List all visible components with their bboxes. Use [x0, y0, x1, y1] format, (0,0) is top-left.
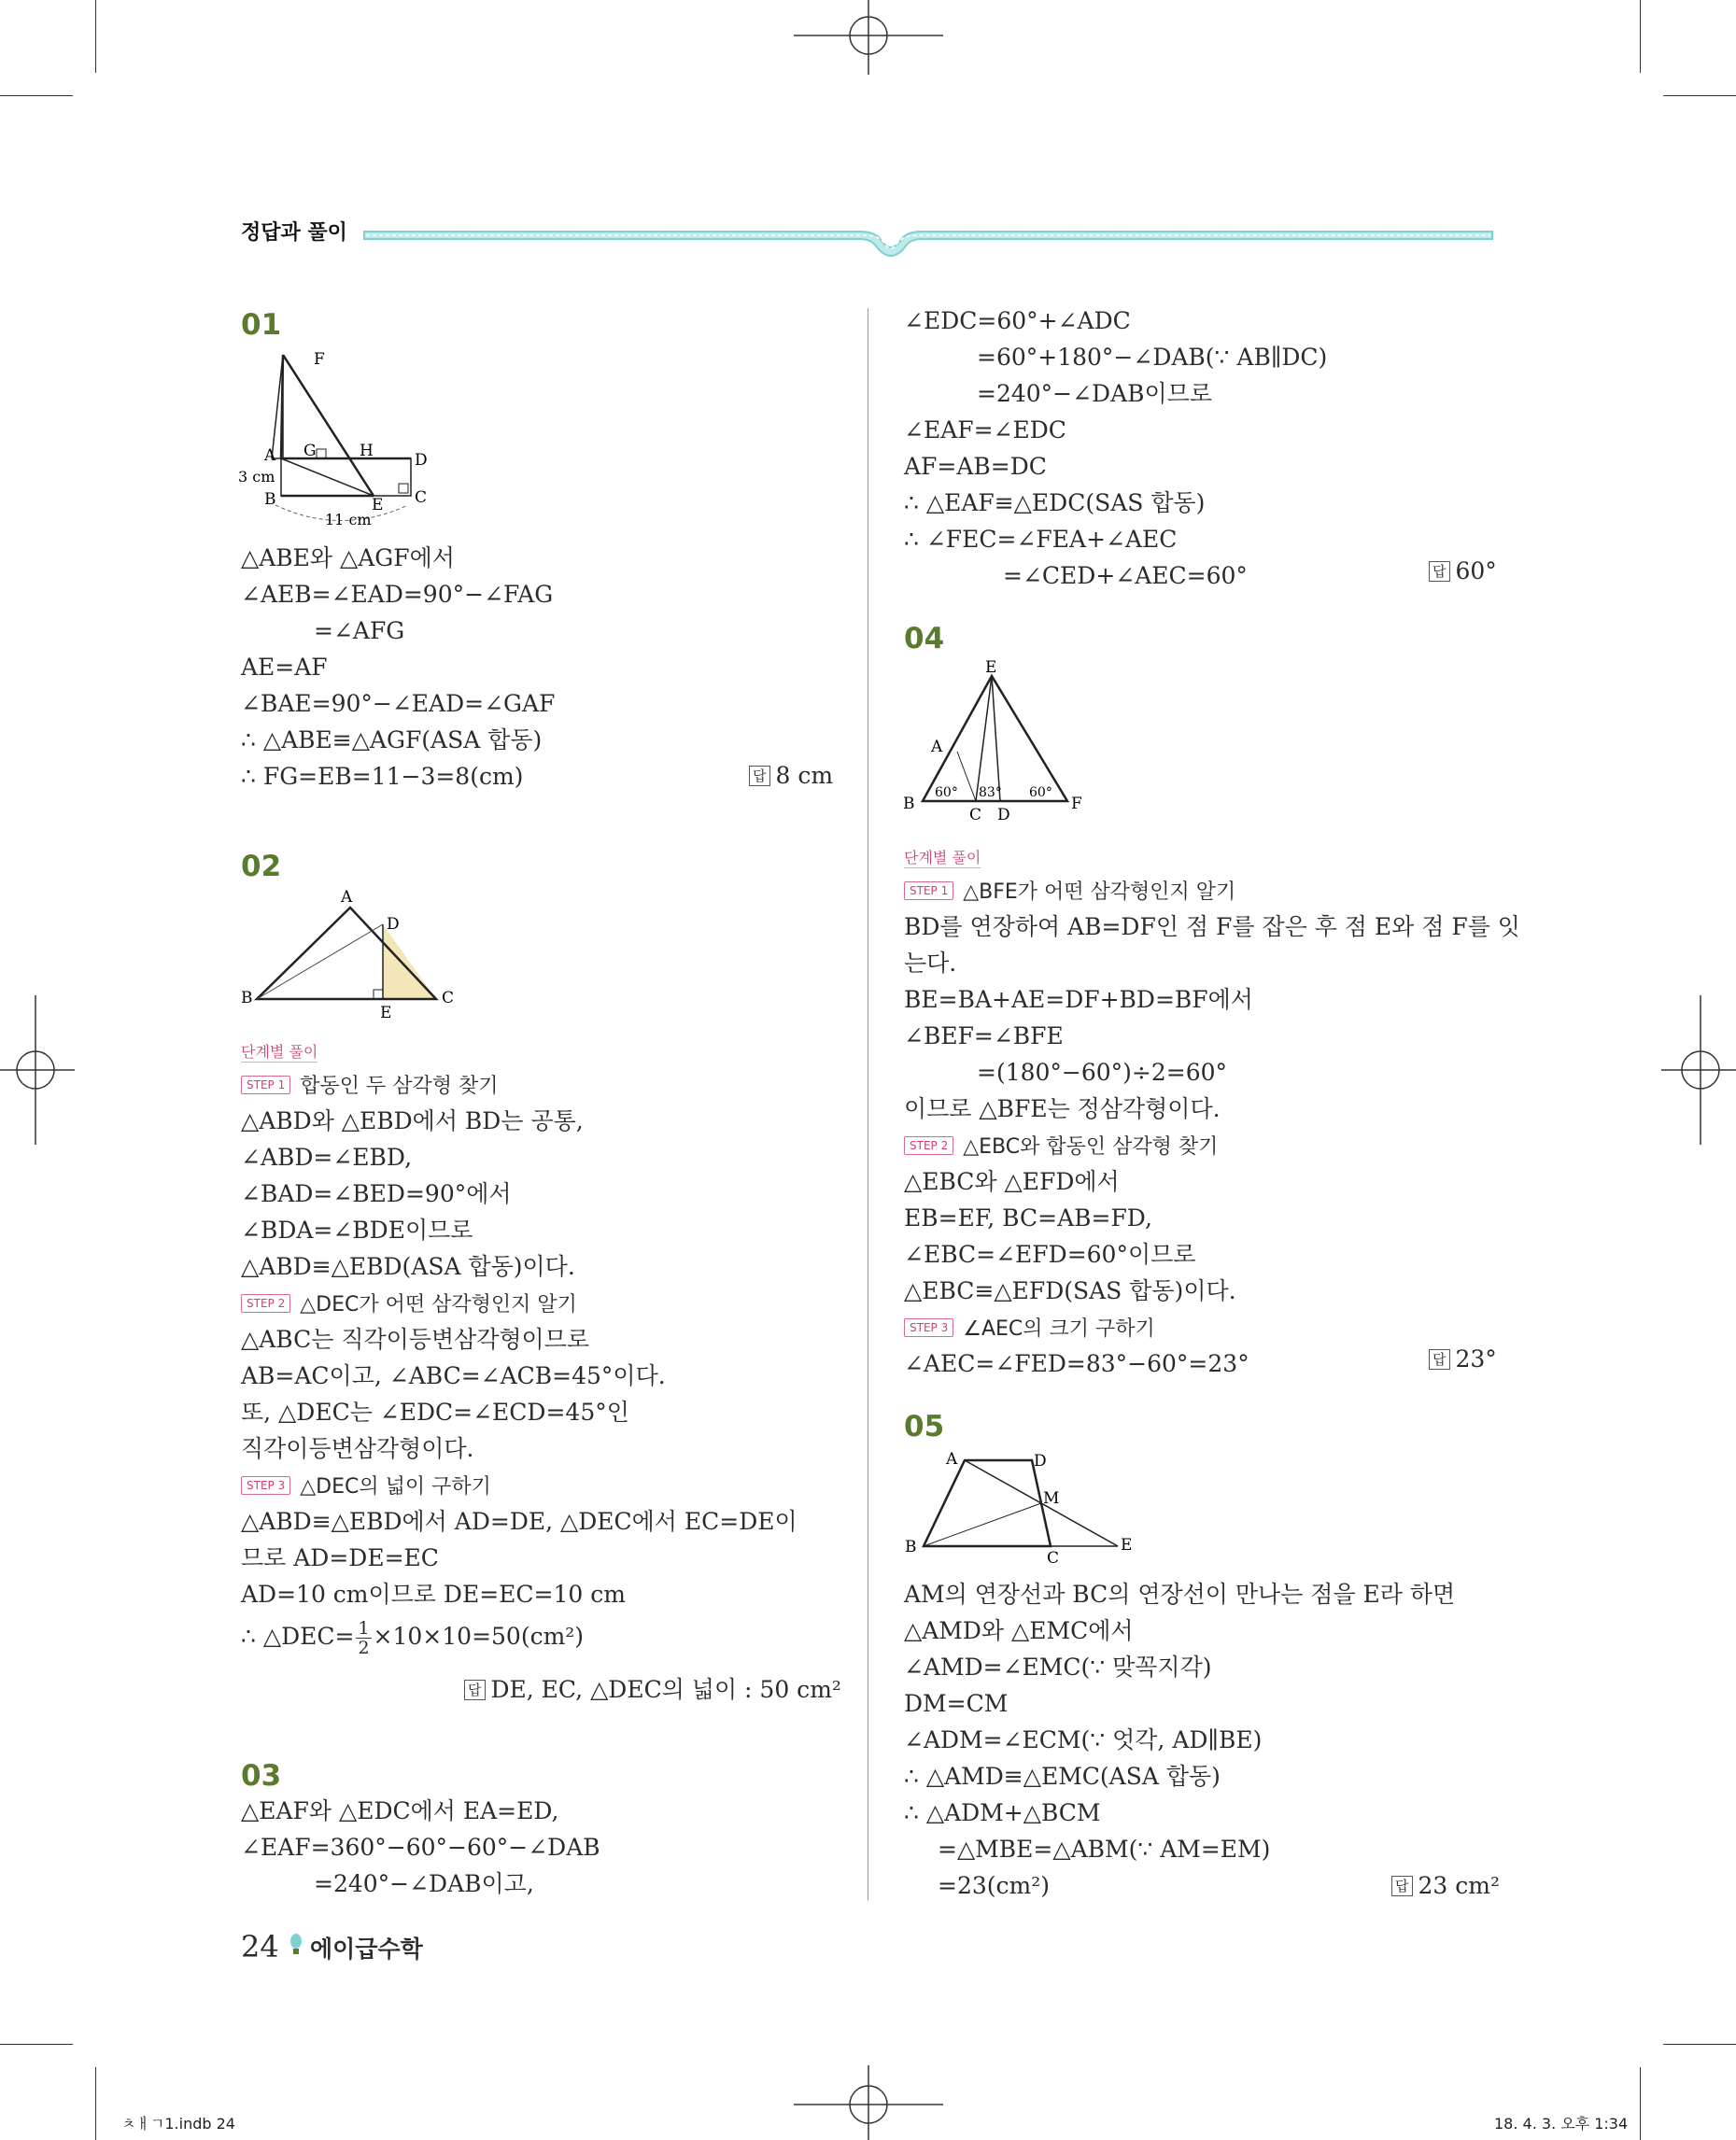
text-line: =60°+180°−∠DAB(∵ AB∥DC): [977, 344, 1328, 371]
answer-mark: 답: [1391, 1876, 1413, 1896]
text-line: =240°−∠DAB이고,: [314, 1870, 534, 1897]
figure-label: 3 cm: [238, 468, 275, 486]
figure-04: [901, 655, 1088, 824]
figure-label: B: [903, 795, 915, 813]
text-line: ∠BEF=∠BFE: [904, 1022, 1064, 1049]
text-line: AM의 연장선과 BC의 연장선이 만나는 점을 E라 하면: [904, 1581, 1456, 1608]
figure-label: E: [380, 1004, 392, 1022]
figure-label: D: [997, 806, 1010, 824]
text-line: =△MBE=△ABM(∵ AM=EM): [938, 1836, 1271, 1863]
text-line: =∠AFG: [314, 617, 405, 644]
answer-value: 23°: [1455, 1345, 1497, 1373]
answer-02: [464, 1671, 841, 1705]
registration-mark-top: [794, 0, 943, 75]
figure-label: D: [387, 915, 400, 934]
answer-01: [749, 762, 833, 789]
text-line: △ABD와 △EBD에서 BD는 공통,: [241, 1107, 584, 1134]
text-line: AD=10 cm이므로 DE=EC=10 cm: [241, 1581, 626, 1608]
figure-label: 60°: [935, 785, 958, 800]
text-line: ∴ △ADM+△BCM: [904, 1799, 1101, 1826]
answer-value: 8 cm: [775, 762, 834, 789]
problem-number: 03: [241, 1759, 282, 1793]
answer-05: [1391, 1872, 1500, 1899]
problem-number: 02: [241, 850, 282, 883]
text-line: ∠BDA=∠BDE이므로: [241, 1217, 473, 1244]
problem-number: 05: [904, 1410, 945, 1443]
file-info: ㅊㅐㄱ1.indb 24: [121, 2115, 235, 2133]
area-suffix: ×10×10=50(cm²): [373, 1623, 585, 1650]
text-line: 또, △DEC는 ∠EDC=∠ECD=45°인: [241, 1399, 629, 1426]
text-line: ∠AEC=∠FED=83°−60°=23°: [904, 1350, 1249, 1377]
step-title: ∠AEC의 크기 구하기: [963, 1317, 1155, 1341]
text-line: ∠EAF=360°−60°−60°−∠DAB: [241, 1834, 600, 1861]
registration-mark-bottom: [794, 2065, 943, 2140]
text-line: ∠EAF=∠EDC: [904, 416, 1066, 443]
text-line: ∠ADM=∠ECM(∵ 엇각, AD∥BE): [904, 1726, 1263, 1753]
text-line: ∠EDC=60°+∠ADC: [904, 307, 1131, 334]
answer-value: DE, EC, △DEC의 넓이 : 50 cm²: [490, 1676, 841, 1703]
figure-label: M: [1043, 1489, 1060, 1508]
problem-number: 01: [241, 308, 282, 342]
figure-label: G: [303, 442, 317, 460]
figure-label: C: [442, 989, 455, 1007]
step-badge: STEP 3: [904, 1318, 953, 1337]
text-line: △ABD≡△EBD(ASA 합동)이다.: [241, 1253, 575, 1280]
figure-label: C: [1047, 1549, 1060, 1567]
text-line: △AMD와 △EMC에서: [904, 1617, 1134, 1644]
step-badge: STEP 3: [241, 1476, 290, 1495]
text-line: ∴ △ABE≡△AGF(ASA 합동): [241, 726, 543, 753]
solution-label: 단계별 풀이: [241, 1040, 318, 1063]
figure-label: B: [264, 490, 276, 509]
step-badge: STEP 1: [904, 881, 953, 900]
text-line: BD를 연장하여 AB=DF인 점 F를 잡은 후 점 E와 점 F를 잇: [904, 913, 1520, 940]
text-line: △ABD≡△EBD에서 AD=DE, △DEC에서 EC=DE이: [241, 1508, 797, 1535]
text-line: △ABE와 △AGF에서: [241, 544, 455, 571]
text-line: ∴ ∠FEC=∠FEA+∠AEC: [904, 526, 1178, 553]
step-title: △DEC의 넓이 구하기: [300, 1475, 491, 1499]
solution-label: 단계별 풀이: [904, 846, 981, 868]
answer-04: [1429, 1345, 1497, 1373]
text-line: 이므로 △BFE는 정삼각형이다.: [904, 1095, 1221, 1122]
figure-05: [901, 1445, 1144, 1567]
text-line: =(180°−60°)÷2=60°: [977, 1059, 1228, 1086]
solution-02: [241, 1066, 797, 1661]
text-line: △EBC≡△EFD(SAS 합동)이다.: [904, 1277, 1236, 1304]
problem-number: 04: [904, 622, 945, 655]
figure-label: E: [1121, 1536, 1133, 1555]
figure-label: A: [341, 888, 353, 907]
timestamp: 18. 4. 3. 오후 1:34: [1494, 2115, 1629, 2133]
fraction: [356, 1619, 371, 1657]
figure-label: B: [905, 1538, 917, 1556]
figure-label: E: [372, 496, 384, 514]
step-badge: STEP 1: [241, 1076, 290, 1094]
figure-label: F: [1071, 795, 1082, 813]
page-title: 정답과 풀이: [241, 221, 347, 245]
area-prefix: ∴ △DEC=: [241, 1623, 355, 1650]
text-line: DM=CM: [904, 1690, 1009, 1717]
text-line: 는다.: [904, 950, 957, 977]
text-line: △EAF와 △EDC에서 EA=ED,: [241, 1797, 559, 1824]
step-badge: STEP 2: [241, 1294, 290, 1313]
step-title: △EBC와 합동인 삼각형 찾기: [963, 1135, 1219, 1159]
solution-05: [904, 1576, 1455, 1904]
figure-label: D: [1034, 1452, 1047, 1471]
figure-02-drawing: [238, 887, 472, 1022]
fraction-numerator: 1: [358, 1618, 370, 1639]
figure-01: [238, 342, 434, 528]
page-number: 24: [241, 1929, 279, 1964]
step-badge: STEP 2: [904, 1136, 953, 1155]
figure-label: B: [241, 989, 253, 1007]
registration-mark-left: [0, 995, 75, 1145]
figure-label: A: [264, 446, 276, 465]
registration-mark-right: [1661, 995, 1736, 1145]
step-title: △DEC가 어떤 삼각형인지 알기: [300, 1293, 577, 1316]
step-title: △BFE가 어떤 삼각형인지 알기: [963, 880, 1236, 904]
answer-mark: 답: [749, 766, 770, 786]
figure-label: C: [415, 488, 428, 507]
figure-label: C: [969, 806, 982, 824]
fraction-denominator: 2: [358, 1638, 370, 1658]
answer-mark: 답: [1429, 561, 1450, 582]
text-line: ∠BAD=∠BED=90°에서: [241, 1180, 512, 1207]
step-title: 합동인 두 삼각형 찾기: [300, 1075, 499, 1098]
text-line: EB=EF, BC=AB=FD,: [904, 1204, 1152, 1232]
solution-04: [904, 872, 1520, 1382]
figure-label: D: [415, 451, 428, 470]
text-line: ∠ABD=∠EBD,: [241, 1144, 413, 1171]
answer-mark: 답: [464, 1680, 486, 1700]
answer-value: 23 cm²: [1418, 1872, 1500, 1899]
figure-label: E: [985, 658, 997, 677]
text-line: ∴ FG=EB=11−3=8(cm): [241, 763, 524, 790]
brand-logo: 에이급수학: [310, 1936, 423, 1963]
figure-label: H: [360, 442, 374, 460]
text-line: ∠BAE=90°−∠EAD=∠GAF: [241, 690, 556, 717]
figure-label: 60°: [1029, 785, 1052, 800]
text-line: BE=BA+AE=DF+BD=BF에서: [904, 986, 1253, 1013]
solution-01: [241, 540, 555, 795]
header-ribbon: [360, 217, 1496, 260]
solution-03-continued: [904, 303, 1327, 594]
text-line: △EBC와 △EFD에서: [904, 1168, 1120, 1195]
text-line: AB=AC이고, ∠ABC=∠ACB=45°이다.: [241, 1362, 666, 1389]
text-line: =240°−∠DAB이므로: [977, 380, 1212, 407]
text-line: AF=AB=DC: [904, 453, 1047, 480]
text-line: 직각이등변삼각형이다.: [241, 1435, 474, 1462]
text-line: ∴ △EAF≡△EDC(SAS 합동): [904, 489, 1206, 516]
solution-03: [241, 1793, 600, 1902]
answer-mark: 답: [1429, 1349, 1450, 1370]
figure-label: A: [931, 738, 943, 756]
text-line: △ABC는 직각이등변삼각형이므로: [241, 1326, 589, 1353]
text-line: 므로 AD=DE=EC: [241, 1544, 439, 1571]
figure-label: F: [314, 350, 325, 369]
figure-label: A: [946, 1450, 958, 1469]
text-line: ∠AMD=∠EMC(∵ 맞꼭지각): [904, 1654, 1212, 1681]
bulb-icon: [288, 1933, 304, 1959]
text-line: =23(cm²): [938, 1872, 1050, 1899]
text-line: ∠AEB=∠EAD=90°−∠FAG: [241, 581, 554, 608]
text-line: ∴ △AMD≡△EMC(ASA 합동): [904, 1763, 1221, 1790]
figure-label: 83°: [979, 785, 1002, 800]
figure-label: 11 cm: [325, 511, 372, 528]
text-line: =∠CED+∠AEC=60°: [1003, 562, 1248, 589]
text-line: AE=AF: [241, 654, 328, 681]
area-line: [241, 1612, 797, 1661]
answer-value: 60°: [1455, 557, 1497, 584]
text-line: ∠EBC=∠EFD=60°이므로: [904, 1241, 1196, 1268]
answer-03: [1429, 557, 1497, 584]
